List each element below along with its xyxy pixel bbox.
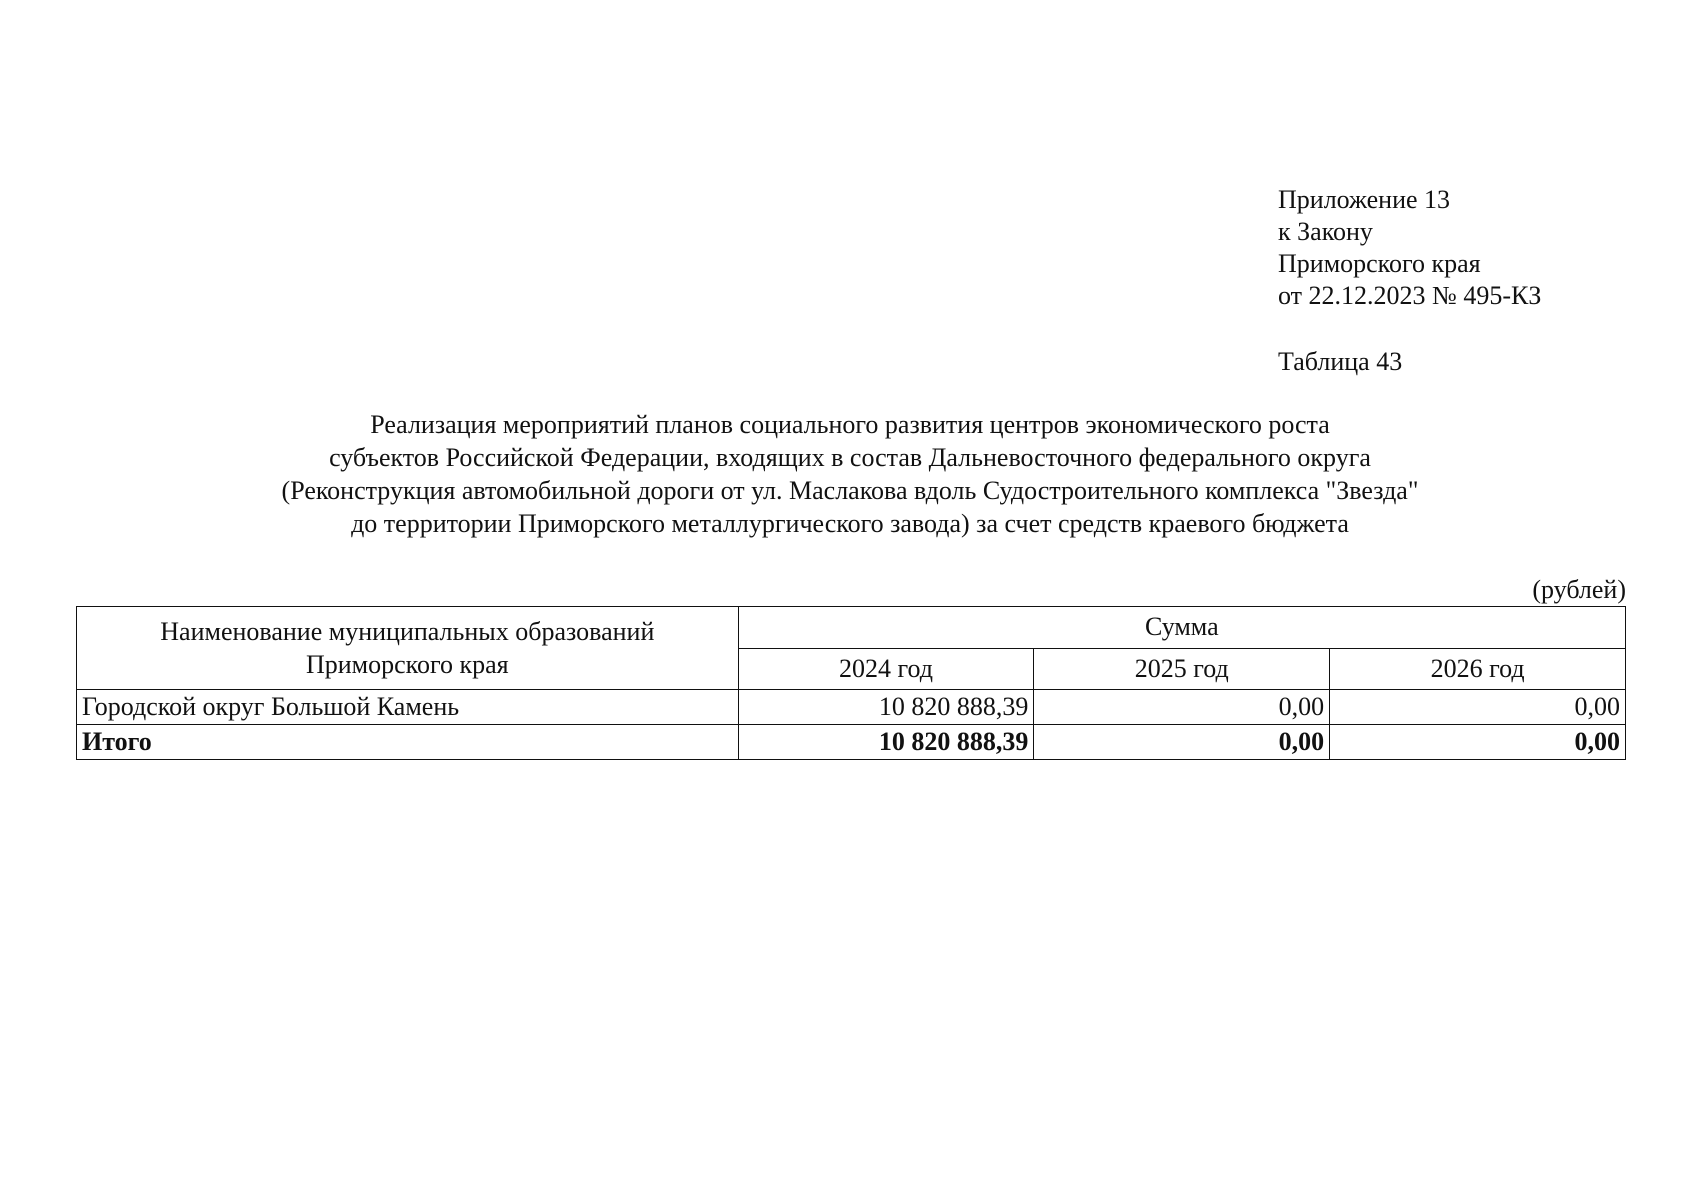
total-2025: 0,00 [1034,725,1330,760]
municipality-name: Городской округ Большой Камень [77,690,739,725]
year-2024-header: 2024 год [738,648,1034,690]
year-2025-header: 2025 год [1034,648,1330,690]
document-title [150,408,1550,540]
title-line: до территории Приморского металлургического завода) за счет средств краевого бюджета [351,509,1349,538]
appendix-line: Приморского края [1278,249,1481,278]
appendix-line: к Закону [1278,217,1373,246]
total-2024: 10 820 888,39 [738,725,1034,760]
unit-label: (рублей) [1532,575,1626,604]
total-label: Итого [77,725,739,760]
budget-table [76,606,1626,760]
amount-2025: 0,00 [1034,690,1330,725]
table-row [77,690,1626,725]
title-line: субъектов Российской Федерации, входящих в состав Дальневосточного федерального округа [329,443,1371,472]
total-row [77,725,1626,760]
municipality-column-header [77,607,739,690]
title-line: Реализация мероприятий планов социального развития центров экономического роста [370,410,1330,439]
appendix-reference [1278,184,1541,312]
appendix-line: от 22.12.2023 № 495-КЗ [1278,281,1542,310]
sum-column-header: Сумма [738,607,1625,649]
title-line: (Реконструкция автомобильной дороги от ул. Маслакова вдоль Судостроительного комплекса "Звезда" [281,476,1419,505]
table-number: Таблица 43 [1278,347,1403,376]
appendix-line: Приложение 13 [1278,185,1451,214]
total-2026: 0,00 [1330,725,1626,760]
header-line: Приморского края [305,650,509,679]
amount-2026: 0,00 [1330,690,1626,725]
header-row [77,607,1626,649]
header-line: Наименование муниципальных образований [160,617,655,646]
year-2026-header: 2026 год [1330,648,1626,690]
amount-2024: 10 820 888,39 [738,690,1034,725]
